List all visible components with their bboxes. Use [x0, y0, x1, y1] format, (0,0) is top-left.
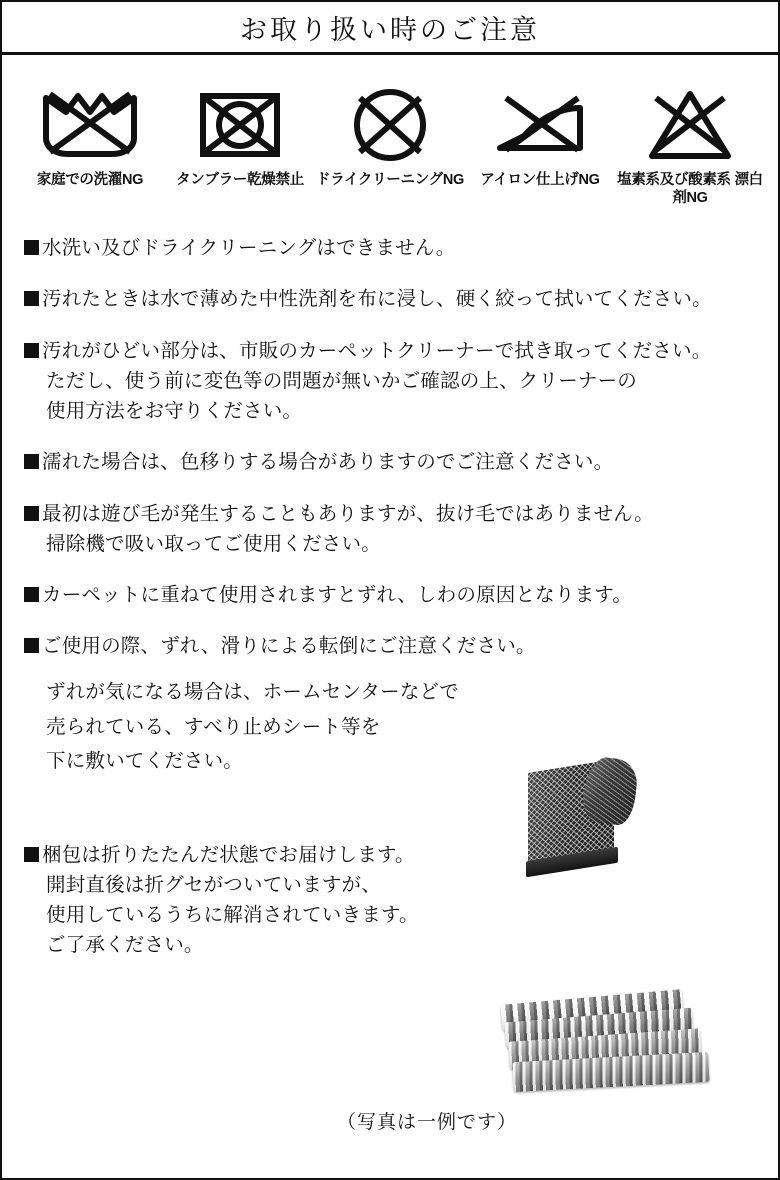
note-line: ずれが気になる場合は、ホームセンターなどで: [46, 681, 459, 704]
care-symbol-no-bleach: [616, 83, 764, 207]
note-text: カーペットに重ねて使用されますとずれ、しわの原因となります。: [42, 584, 633, 606]
square-bullet-icon: [24, 454, 39, 469]
note-text: 濡れた場合は、色移りする場合がありますのでご注意ください。: [42, 451, 614, 474]
page-title: お取り扱い時のご注意: [240, 14, 540, 45]
no-bleach-icon: [646, 83, 734, 167]
note-line: [24, 284, 756, 314]
note-line: 開封直後は折グセがついていますが、: [46, 874, 381, 897]
square-bullet-icon: [24, 240, 39, 255]
note-item: [24, 499, 756, 559]
care-symbol-label: アイロン仕上げNG: [480, 172, 600, 188]
note-line: [24, 631, 756, 661]
note-line: 売られている、すべり止めシート等を: [46, 715, 381, 738]
care-symbols-row: [2, 55, 778, 207]
note-text: 汚れがひどい部分は、市販のカーペットクリーナーで拭き取ってください。: [42, 339, 712, 362]
care-symbol-no-dry-clean: [316, 83, 464, 207]
square-bullet-icon: [24, 291, 39, 306]
care-symbol-label: タンブラー乾燥禁止: [176, 172, 304, 188]
note-line: [24, 840, 756, 870]
note-line: ただし、使う前に変色等の問題が無いかご確認の上、クリーナーの: [46, 369, 638, 392]
note-text: 最初は遊び毛が発生することもありますが、抜け毛ではありません。: [42, 502, 654, 525]
note-text: 水洗い及びドライクリーニングはできません。: [42, 237, 456, 260]
folded-rug-photo: [489, 987, 719, 1115]
square-bullet-icon: [24, 847, 39, 862]
note-line: [24, 447, 756, 477]
photo-caption: （写真は一例です）: [337, 1112, 518, 1133]
no-iron-icon: [494, 83, 586, 167]
note-item: [24, 233, 756, 263]
note-line: [24, 233, 756, 263]
note-item: [24, 336, 756, 427]
care-symbol-label: 塩素系及び酸素系 漂白剤NG: [617, 172, 763, 207]
note-text: 梱包は折りたたんだ状態でお届けします。: [42, 843, 415, 866]
note-item: [24, 580, 756, 610]
note-line: 使用方法をお守りください。: [46, 400, 303, 423]
note-line: [24, 336, 756, 366]
care-symbol-no-iron: [466, 83, 614, 207]
notes-list: [2, 207, 778, 960]
note-line: 下に敷いてください。: [46, 749, 244, 772]
note-item: [24, 631, 756, 778]
no-tumble-dry-icon: [195, 83, 285, 167]
care-symbol-label: 家庭での洗濯NG: [36, 172, 144, 188]
care-symbol-no-tumble-dry: [166, 83, 314, 207]
note-line: [24, 499, 756, 529]
square-bullet-icon: [24, 343, 39, 358]
note-item: [24, 447, 756, 477]
note-text: ご使用の際、ずれ、滑りによる転倒にご注意ください。: [42, 635, 536, 658]
note-item: [24, 284, 756, 314]
note-item: [24, 840, 756, 961]
note-subtext: [24, 675, 756, 777]
square-bullet-icon: [24, 587, 39, 602]
no-home-wash-icon: [38, 83, 142, 167]
care-symbol-no-home-wash: [16, 83, 164, 207]
note-line: 使用しているうちに解消されていきます。: [46, 904, 419, 927]
anti-slip-mesh-sheet-photo: [522, 758, 640, 874]
note-line: 掃除機で吸い取ってご使用ください。: [46, 532, 381, 555]
note-line: ご了承ください。: [46, 934, 204, 957]
square-bullet-icon: [24, 638, 39, 653]
note-line: [24, 580, 756, 610]
care-symbol-label: ドライクリーニングNG: [316, 172, 464, 188]
no-dry-clean-icon: [346, 83, 434, 167]
note-text: 汚れたときは水で薄めた中性洗剤を布に浸し、硬く絞って拭いてください。: [42, 288, 712, 311]
square-bullet-icon: [24, 506, 39, 521]
page-header: [2, 2, 778, 55]
